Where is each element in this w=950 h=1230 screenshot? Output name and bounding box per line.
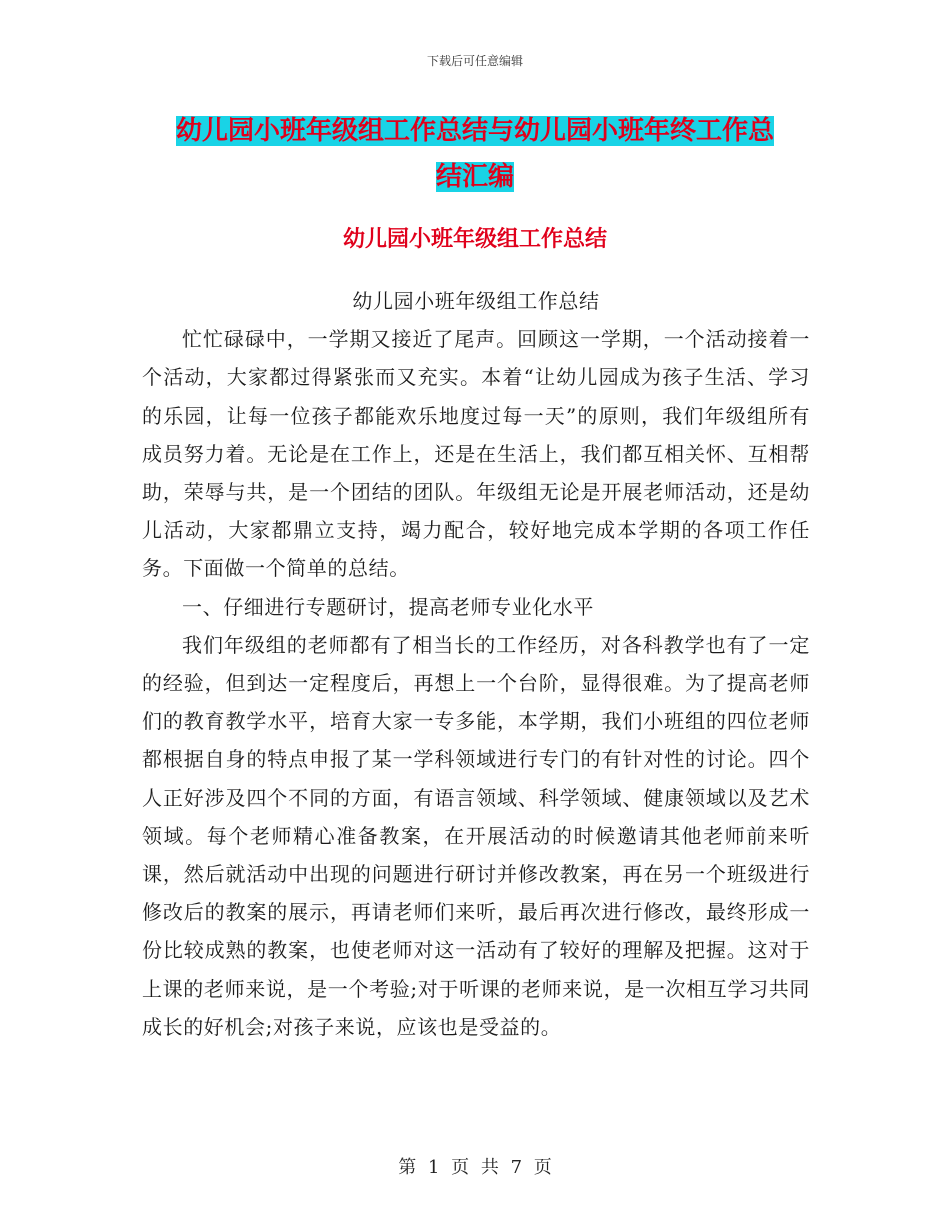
title-line-1: 幼儿园小班年级组工作总结与幼儿园小班年终工作总 <box>175 116 774 146</box>
paragraph: 忙忙碌碌中，一学期又接近了尾声。回顾这一学期，一个活动接着一个活动，大家都过得紧张而又充实。本着“让幼儿园成为孩子生活、学习的乐园，让每一位孩子都能欢乐地度过每一天”的原则，我们年级组所有成员努力着。无论是在工作上，还是在生活上，我们都互相关怀、互相帮助，荣辱与共，是一个团结的团队。年级组无论是开展老师活动，还是幼儿活动，大家都鼎立支持，竭力配合，较好地完成本学期的各项工作任务。下面做一个简单的总结。 <box>142 327 810 581</box>
header-note: 下载后可任意编辑 <box>426 54 523 68</box>
subtitle: 幼儿园小班年级组工作总结 <box>352 289 600 313</box>
body-text <box>142 282 810 1046</box>
title-line-2: 结汇编 <box>435 162 514 192</box>
document-title <box>140 108 810 200</box>
paragraph: 我们年级组的老师都有了相当长的工作经历，对各科教学也有了一定的经验，但到达一定程度后，再想上一个台阶，显得很难。为了提高老师们的教育教学水平，培育大家一专多能，本学期，我们小班组的四位老师都根据自身的特点申报了某一学科领域进行专门的有针对性的讨论。四个人正好涉及四个不同的方面，有语言领域、科学领域、健康领域以及艺术领域。每个老师精心准备教案，在开展活动的时候邀请其他老师前来听课，然后就活动中出现的问题进行研讨并修改教案，再在另一个班级进行修改后的教案的展示，再请老师们来听，最后再次进行修改，最终形成一份比较成熟的教案，也使老师对这一活动有了较好的理解及把握。这对于上课的老师来说，是一个考验;对于听课的老师来说，是一次相互学习共同成长的好机会;对孩子来说，应该也是受益的。 <box>142 632 810 1039</box>
paragraph-heading: 一、仔细进行专题研讨，提高老师专业化水平 <box>182 594 594 619</box>
section-title: 幼儿园小班年级组工作总结 <box>342 227 607 252</box>
page-footer: 第 1 页 共 7 页 <box>398 1157 552 1178</box>
